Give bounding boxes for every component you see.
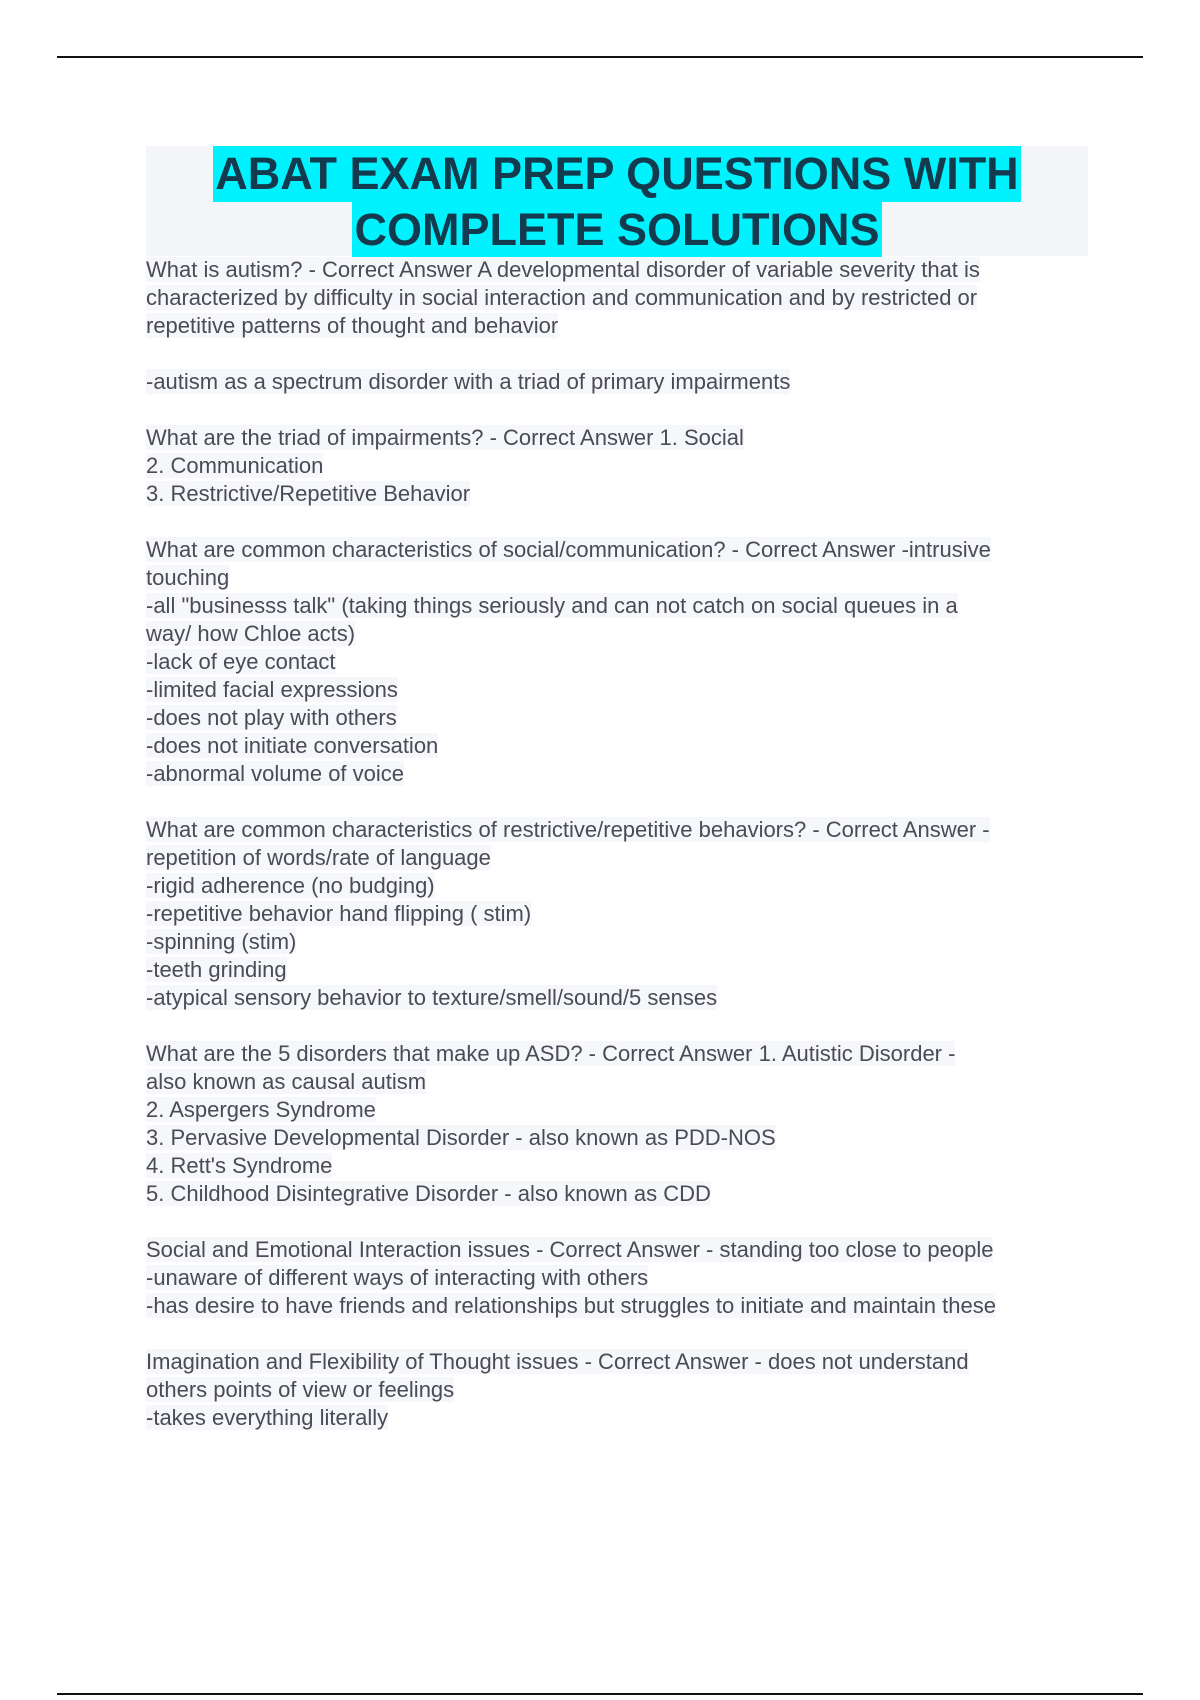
text-line: [146, 1124, 1106, 1152]
text-line: [146, 984, 1106, 1012]
text-line: [146, 844, 1106, 872]
text-line: [146, 256, 1106, 284]
text-line-content: 3. Pervasive Developmental Disorder - also known as PDD-NOS: [146, 1125, 776, 1150]
text-line: [146, 368, 1106, 396]
qa-paragraph: [146, 1040, 1106, 1208]
document-title: [146, 146, 1088, 256]
text-line: [146, 452, 1106, 480]
text-line-content: -all "businesss talk" (taking things seriously and can not catch on social queues in a: [146, 593, 958, 618]
text-line: [146, 704, 1106, 732]
text-line: [146, 956, 1106, 984]
text-line-content: Social and Emotional Interaction issues - Correct Answer - standing too close to people: [146, 1237, 994, 1262]
text-line-content: repetitive patterns of thought and behavior: [146, 313, 559, 338]
qa-paragraph: [146, 368, 1106, 396]
qa-paragraph: [146, 1348, 1106, 1432]
text-line-content: 5. Childhood Disintegrative Disorder - also known as CDD: [146, 1181, 711, 1206]
text-line: [146, 620, 1106, 648]
text-line: [146, 1376, 1106, 1404]
text-line: [146, 1096, 1106, 1124]
text-line: [146, 1236, 1106, 1264]
text-line-content: -lack of eye contact: [146, 649, 336, 674]
qa-paragraph: [146, 816, 1106, 1012]
text-line: [146, 732, 1106, 760]
text-line-content: What are common characteristics of social/communication? - Correct Answer -intrusive: [146, 537, 991, 562]
text-line: [146, 648, 1106, 676]
text-line-content: -repetitive behavior hand flipping ( stim): [146, 901, 532, 926]
text-line-content: -takes everything literally: [146, 1405, 389, 1430]
text-line: [146, 816, 1106, 844]
text-line: [146, 592, 1106, 620]
text-line: [146, 1264, 1106, 1292]
text-line: [146, 900, 1106, 928]
text-line-content: -has desire to have friends and relationships but struggles to initiate and maintain these: [146, 1293, 996, 1318]
qa-paragraph: [146, 1236, 1106, 1320]
text-line-content: touching: [146, 565, 230, 590]
qa-paragraph: [146, 536, 1106, 788]
text-line: [146, 480, 1106, 508]
text-line: [146, 312, 1106, 340]
text-line-content: -unaware of different ways of interacting with others: [146, 1265, 649, 1290]
text-line-content: What are the 5 disorders that make up ASD? - Correct Answer 1. Autistic Disorder -: [146, 1041, 956, 1066]
text-line: [146, 872, 1106, 900]
text-line-content: -does not initiate conversation: [146, 733, 439, 758]
text-line-content: -limited facial expressions: [146, 677, 398, 702]
title-line-1: ABAT EXAM PREP QUESTIONS WITH: [213, 146, 1020, 202]
bottom-rule: [57, 1693, 1143, 1695]
text-line-content: -atypical sensory behavior to texture/smell/sound/5 senses: [146, 985, 718, 1010]
text-line: [146, 536, 1106, 564]
text-line: [146, 676, 1106, 704]
text-line-content: Imagination and Flexibility of Thought issues - Correct Answer - does not understand: [146, 1349, 969, 1374]
title-line-2: COMPLETE SOLUTIONS: [352, 202, 881, 258]
text-line-content: 4. Rett's Syndrome: [146, 1153, 333, 1178]
text-line-content: What are the triad of impairments? - Correct Answer 1. Social: [146, 425, 744, 450]
text-line-content: repetition of words/rate of language: [146, 845, 491, 870]
text-line: [146, 564, 1106, 592]
text-line: [146, 1348, 1106, 1376]
text-line-content: What is autism? - Correct Answer A developmental disorder of variable severity that is: [146, 257, 980, 282]
top-rule: [57, 56, 1143, 58]
text-line: [146, 1180, 1106, 1208]
text-line: [146, 928, 1106, 956]
text-line-content: -rigid adherence (no budging): [146, 873, 435, 898]
text-line-content: 2. Communication: [146, 453, 324, 478]
text-line-content: way/ how Chloe acts): [146, 621, 356, 646]
text-line: [146, 1040, 1106, 1068]
text-line: [146, 424, 1106, 452]
text-line-content: characterized by difficulty in social interaction and communication and by restricted or: [146, 285, 978, 310]
text-line: [146, 284, 1106, 312]
qa-paragraph: [146, 424, 1106, 508]
text-line: [146, 1292, 1106, 1320]
text-line-content: -spinning (stim): [146, 929, 297, 954]
text-line-content: -teeth grinding: [146, 957, 287, 982]
text-line: [146, 1068, 1106, 1096]
text-line-content: What are common characteristics of restrictive/repetitive behaviors? - Correct Answer -: [146, 817, 990, 842]
text-line: [146, 1152, 1106, 1180]
text-line-content: 2. Aspergers Syndrome: [146, 1097, 376, 1122]
text-line: [146, 1404, 1106, 1432]
text-line-content: 3. Restrictive/Repetitive Behavior: [146, 481, 471, 506]
document-body: [146, 256, 1106, 1460]
text-line-content: -autism as a spectrum disorder with a triad of primary impairments: [146, 369, 791, 394]
text-line-content: -does not play with others: [146, 705, 397, 730]
text-line-content: also known as causal autism: [146, 1069, 427, 1094]
qa-paragraph: [146, 256, 1106, 340]
text-line-content: -abnormal volume of voice: [146, 761, 405, 786]
text-line-content: others points of view or feelings: [146, 1377, 455, 1402]
text-line: [146, 760, 1106, 788]
